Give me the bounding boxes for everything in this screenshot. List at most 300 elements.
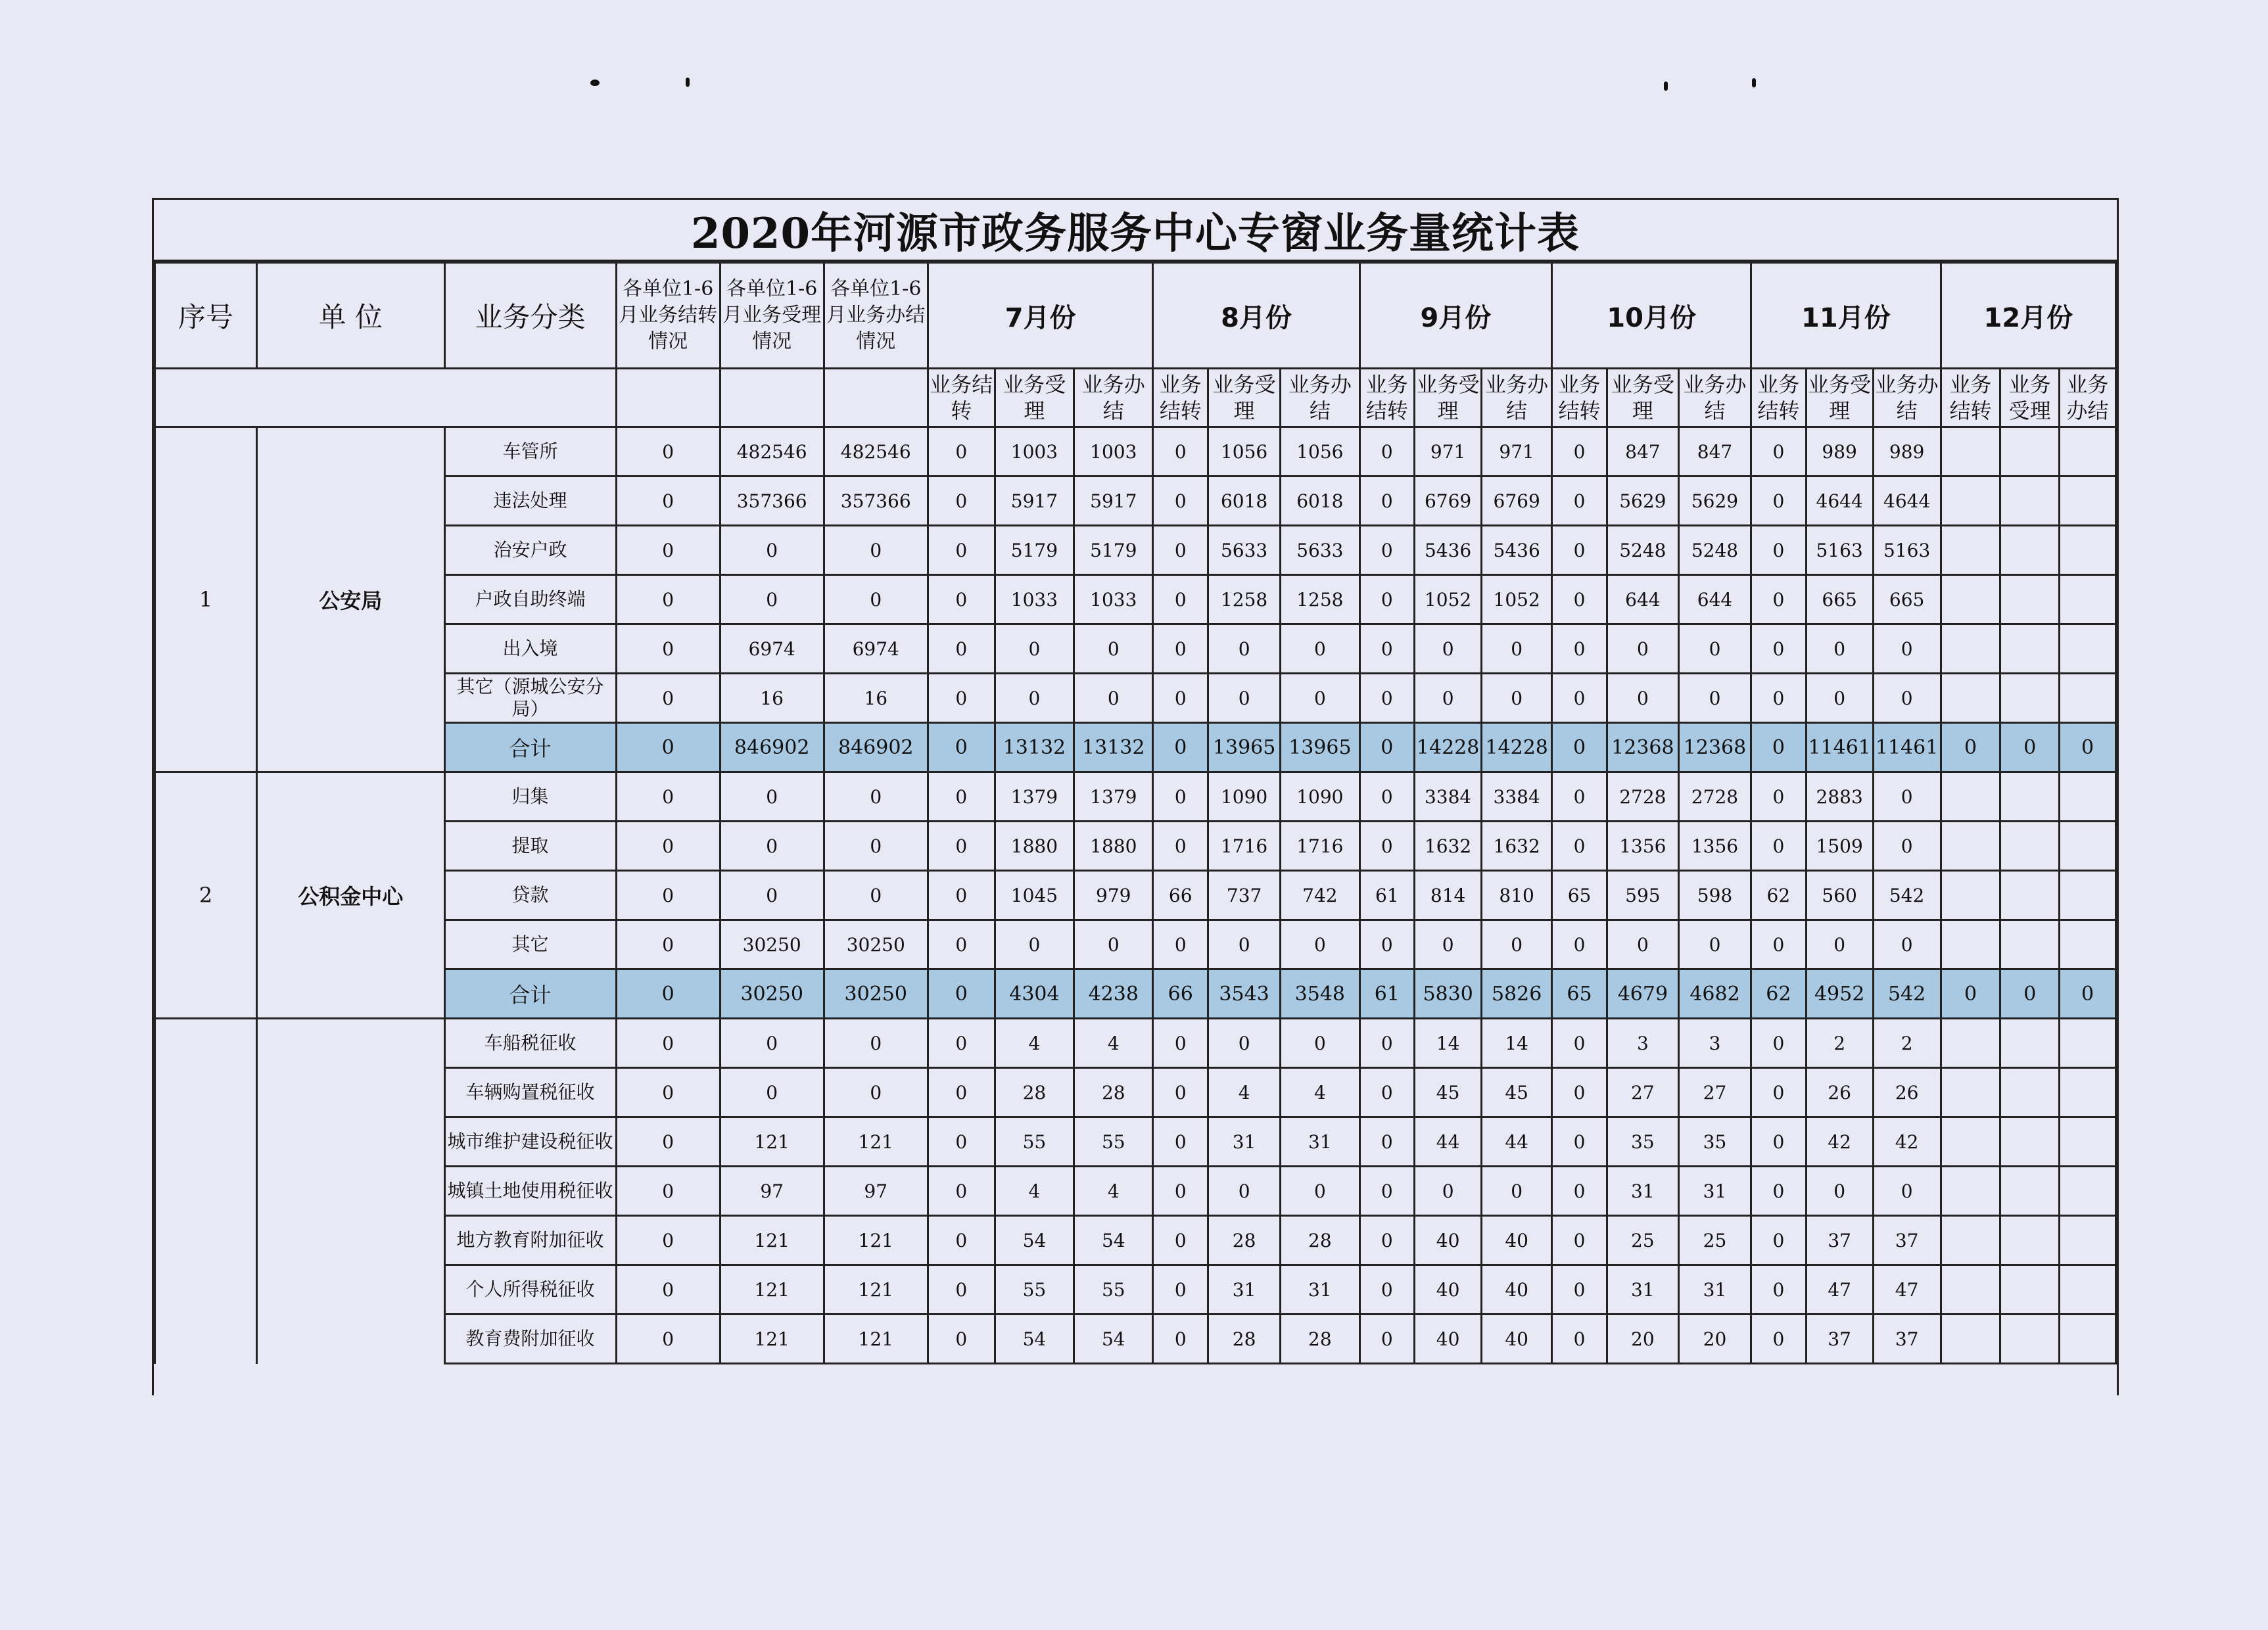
value-cell: 0 xyxy=(824,871,928,920)
value-cell: 14 xyxy=(1415,1019,1482,1068)
value-cell: 4 xyxy=(995,1019,1074,1068)
value-cell: 0 xyxy=(928,1019,995,1068)
value-cell: 0 xyxy=(1153,575,1208,624)
value-cell: 0 xyxy=(1208,920,1281,969)
value-cell: 0 xyxy=(1552,920,1607,969)
subheader-cell: 业务结转 xyxy=(1751,369,1807,427)
table-row xyxy=(155,1117,2116,1167)
total-value-cell: 61 xyxy=(1359,969,1415,1019)
value-cell: 357366 xyxy=(824,477,928,526)
value-cell xyxy=(1941,822,2000,871)
total-value-cell: 0 xyxy=(2060,969,2116,1019)
total-value-cell: 0 xyxy=(2000,723,2060,772)
value-cell: 0 xyxy=(1281,1167,1359,1216)
value-cell: 0 xyxy=(1751,427,1807,477)
value-cell xyxy=(2000,624,2060,674)
value-cell: 1056 xyxy=(1208,427,1281,477)
value-cell: 0 xyxy=(1751,674,1807,723)
total-row xyxy=(155,969,2116,1019)
total-value-cell: 13132 xyxy=(1074,723,1153,772)
value-cell: 0 xyxy=(928,477,995,526)
table-body xyxy=(155,427,2116,1364)
value-cell: 0 xyxy=(1359,1019,1415,1068)
value-cell: 0 xyxy=(1074,624,1153,674)
value-cell: 0 xyxy=(1806,1167,1873,1216)
value-cell: 0 xyxy=(1751,477,1807,526)
value-cell: 482546 xyxy=(824,427,928,477)
value-cell: 5633 xyxy=(1281,526,1359,575)
value-cell: 121 xyxy=(824,1265,928,1315)
value-cell: 1052 xyxy=(1415,575,1482,624)
total-value-cell: 4304 xyxy=(995,969,1074,1019)
value-cell: 0 xyxy=(1552,1167,1607,1216)
value-cell: 28 xyxy=(1208,1216,1281,1265)
value-cell: 979 xyxy=(1074,871,1153,920)
value-cell xyxy=(2000,1117,2060,1167)
value-cell: 0 xyxy=(1552,477,1607,526)
value-cell: 31 xyxy=(1281,1117,1359,1167)
value-cell: 0 xyxy=(1751,1265,1807,1315)
value-cell: 1258 xyxy=(1281,575,1359,624)
value-cell: 3384 xyxy=(1415,772,1482,822)
total-value-cell: 4238 xyxy=(1074,969,1153,1019)
value-cell: 28 xyxy=(1281,1216,1359,1265)
value-cell: 2728 xyxy=(1678,772,1751,822)
value-cell: 42 xyxy=(1806,1117,1873,1167)
table-row xyxy=(155,427,2116,477)
scan-speck xyxy=(686,78,690,87)
value-cell: 61 xyxy=(1359,871,1415,920)
value-cell: 0 xyxy=(1751,526,1807,575)
table-row xyxy=(155,772,2116,822)
total-value-cell: 11461 xyxy=(1873,723,1941,772)
value-cell: 0 xyxy=(1359,772,1415,822)
value-cell: 0 xyxy=(1153,477,1208,526)
total-value-cell: 30250 xyxy=(720,969,824,1019)
value-cell: 66 xyxy=(1153,871,1208,920)
table-row xyxy=(155,1019,2116,1068)
value-cell: 0 xyxy=(616,1068,720,1117)
value-cell xyxy=(2000,871,2060,920)
subheader-cell: 业务受理 xyxy=(995,369,1074,427)
total-value-cell: 0 xyxy=(2000,969,2060,1019)
value-cell: 971 xyxy=(1415,427,1482,477)
total-value-cell: 4679 xyxy=(1607,969,1678,1019)
value-cell: 5436 xyxy=(1415,526,1482,575)
value-cell: 0 xyxy=(1751,1167,1807,1216)
value-cell: 989 xyxy=(1806,427,1873,477)
subheader-cell: 业务结转 xyxy=(928,369,995,427)
value-cell: 0 xyxy=(616,772,720,822)
value-cell: 121 xyxy=(824,1117,928,1167)
value-cell: 4 xyxy=(1074,1167,1153,1216)
group-seq xyxy=(155,1019,257,1364)
value-cell xyxy=(2060,920,2116,969)
group-unit: 公积金中心 xyxy=(257,772,445,1019)
value-cell: 0 xyxy=(1552,1068,1607,1117)
value-cell: 1356 xyxy=(1607,822,1678,871)
value-cell: 40 xyxy=(1415,1315,1482,1364)
value-cell xyxy=(2000,575,2060,624)
value-cell: 1090 xyxy=(1281,772,1359,822)
value-cell: 0 xyxy=(1153,1117,1208,1167)
table-row xyxy=(155,575,2116,624)
value-cell: 0 xyxy=(1552,1216,1607,1265)
value-cell: 0 xyxy=(1751,772,1807,822)
value-cell: 5248 xyxy=(1607,526,1678,575)
value-cell: 0 xyxy=(1415,674,1482,723)
value-cell: 44 xyxy=(1415,1117,1482,1167)
value-cell: 5436 xyxy=(1482,526,1552,575)
value-cell: 54 xyxy=(1074,1216,1153,1265)
value-cell xyxy=(2060,526,2116,575)
value-cell: 35 xyxy=(1607,1117,1678,1167)
value-cell: 0 xyxy=(1806,674,1873,723)
table-row xyxy=(155,1265,2116,1315)
value-cell: 0 xyxy=(824,526,928,575)
value-cell: 0 xyxy=(616,1019,720,1068)
value-cell: 0 xyxy=(616,1117,720,1167)
value-cell: 0 xyxy=(1552,822,1607,871)
value-cell: 0 xyxy=(1208,1019,1281,1068)
value-cell: 121 xyxy=(824,1216,928,1265)
value-cell xyxy=(1941,1019,2000,1068)
value-cell: 121 xyxy=(824,1315,928,1364)
value-cell: 0 xyxy=(1359,575,1415,624)
value-cell: 2883 xyxy=(1806,772,1873,822)
value-cell: 3 xyxy=(1607,1019,1678,1068)
value-cell: 28 xyxy=(1074,1068,1153,1117)
value-cell xyxy=(2000,772,2060,822)
category-cell: 提取 xyxy=(444,822,616,871)
category-cell: 其它（源城公安分局） xyxy=(444,674,616,723)
value-cell: 42 xyxy=(1873,1117,1941,1167)
value-cell: 1880 xyxy=(995,822,1074,871)
value-cell: 0 xyxy=(995,920,1074,969)
value-cell: 0 xyxy=(616,477,720,526)
group-seq: 2 xyxy=(155,772,257,1019)
value-cell: 0 xyxy=(928,575,995,624)
value-cell: 0 xyxy=(1873,624,1941,674)
value-cell: 0 xyxy=(1751,624,1807,674)
value-cell: 0 xyxy=(928,1167,995,1216)
value-cell: 1052 xyxy=(1482,575,1552,624)
value-cell xyxy=(1941,624,2000,674)
value-cell: 0 xyxy=(1607,624,1678,674)
value-cell: 31 xyxy=(1607,1167,1678,1216)
value-cell: 5179 xyxy=(995,526,1074,575)
value-cell: 0 xyxy=(1153,1019,1208,1068)
value-cell xyxy=(1941,575,2000,624)
value-cell: 6018 xyxy=(1208,477,1281,526)
value-cell: 1716 xyxy=(1208,822,1281,871)
value-cell: 0 xyxy=(1751,822,1807,871)
value-cell: 0 xyxy=(1359,427,1415,477)
header-blank xyxy=(616,369,720,427)
value-cell: 30250 xyxy=(824,920,928,969)
value-cell: 2 xyxy=(1806,1019,1873,1068)
value-cell: 5629 xyxy=(1607,477,1678,526)
value-cell: 31 xyxy=(1208,1117,1281,1167)
value-cell: 0 xyxy=(616,822,720,871)
value-cell: 737 xyxy=(1208,871,1281,920)
total-value-cell: 0 xyxy=(1153,723,1208,772)
value-cell: 560 xyxy=(1806,871,1873,920)
value-cell: 0 xyxy=(1208,1167,1281,1216)
total-value-cell: 0 xyxy=(1552,723,1607,772)
value-cell: 357366 xyxy=(720,477,824,526)
value-cell: 1632 xyxy=(1482,822,1552,871)
value-cell: 20 xyxy=(1607,1315,1678,1364)
header-month: 8月份 xyxy=(1153,263,1359,369)
value-cell: 0 xyxy=(928,920,995,969)
value-cell xyxy=(2060,1068,2116,1117)
value-cell: 0 xyxy=(1482,1167,1552,1216)
value-cell: 97 xyxy=(824,1167,928,1216)
subheader-cell: 业务办结 xyxy=(1482,369,1552,427)
statistics-table xyxy=(154,262,2117,1364)
value-cell: 35 xyxy=(1678,1117,1751,1167)
value-cell: 0 xyxy=(1607,674,1678,723)
header-month: 7月份 xyxy=(928,263,1153,369)
total-value-cell: 30250 xyxy=(824,969,928,1019)
value-cell xyxy=(2000,674,2060,723)
value-cell: 1716 xyxy=(1281,822,1359,871)
value-cell: 31 xyxy=(1281,1265,1359,1315)
total-value-cell: 3543 xyxy=(1208,969,1281,1019)
category-cell: 车管所 xyxy=(444,427,616,477)
category-cell: 车船税征收 xyxy=(444,1019,616,1068)
value-cell xyxy=(2000,477,2060,526)
subheader-cell: 业务受理 xyxy=(1806,369,1873,427)
value-cell: 0 xyxy=(928,1216,995,1265)
value-cell: 0 xyxy=(1552,674,1607,723)
value-cell xyxy=(2060,772,2116,822)
value-cell: 0 xyxy=(616,427,720,477)
value-cell: 2 xyxy=(1873,1019,1941,1068)
table-row xyxy=(155,871,2116,920)
value-cell: 0 xyxy=(1751,1216,1807,1265)
category-cell: 车辆购置税征收 xyxy=(444,1068,616,1117)
value-cell: 14 xyxy=(1482,1019,1552,1068)
value-cell: 0 xyxy=(928,624,995,674)
value-cell: 0 xyxy=(824,1019,928,1068)
header-month: 11月份 xyxy=(1751,263,1941,369)
value-cell: 2728 xyxy=(1607,772,1678,822)
value-cell: 0 xyxy=(1359,1068,1415,1117)
value-cell: 0 xyxy=(1415,920,1482,969)
total-value-cell: 0 xyxy=(1941,969,2000,1019)
value-cell: 6974 xyxy=(824,624,928,674)
value-cell: 0 xyxy=(1552,624,1607,674)
value-cell: 0 xyxy=(1552,526,1607,575)
value-cell: 0 xyxy=(616,1315,720,1364)
value-cell: 0 xyxy=(1359,1167,1415,1216)
header-month: 10月份 xyxy=(1552,263,1751,369)
scan-speck xyxy=(590,80,600,86)
value-cell: 1003 xyxy=(995,427,1074,477)
value-cell: 665 xyxy=(1806,575,1873,624)
value-cell xyxy=(2000,526,2060,575)
value-cell: 37 xyxy=(1873,1216,1941,1265)
total-value-cell: 65 xyxy=(1552,969,1607,1019)
total-value-cell: 0 xyxy=(1751,723,1807,772)
value-cell: 0 xyxy=(1359,624,1415,674)
header-h1-carry: 各单位1-6月业务结转情况 xyxy=(616,263,720,369)
value-cell: 121 xyxy=(720,1315,824,1364)
header-blank xyxy=(824,369,928,427)
value-cell xyxy=(2000,1265,2060,1315)
value-cell: 0 xyxy=(928,526,995,575)
value-cell xyxy=(1941,1265,2000,1315)
value-cell: 0 xyxy=(1359,674,1415,723)
value-cell xyxy=(2060,1265,2116,1315)
value-cell: 0 xyxy=(1153,526,1208,575)
value-cell: 0 xyxy=(1359,1117,1415,1167)
value-cell: 0 xyxy=(616,1167,720,1216)
header-month: 12月份 xyxy=(1941,263,2115,369)
total-value-cell: 5830 xyxy=(1415,969,1482,1019)
value-cell: 0 xyxy=(824,1068,928,1117)
value-cell: 25 xyxy=(1678,1216,1751,1265)
subheader-cell: 业务办结 xyxy=(1074,369,1153,427)
value-cell: 0 xyxy=(1552,1315,1607,1364)
total-value-cell: 11461 xyxy=(1806,723,1873,772)
table-row xyxy=(155,1315,2116,1364)
value-cell xyxy=(1941,1315,2000,1364)
value-cell: 0 xyxy=(1281,674,1359,723)
value-cell: 0 xyxy=(928,822,995,871)
value-cell: 40 xyxy=(1482,1315,1552,1364)
value-cell: 0 xyxy=(616,674,720,723)
value-cell: 0 xyxy=(1208,674,1281,723)
value-cell: 1356 xyxy=(1678,822,1751,871)
value-cell xyxy=(2060,1117,2116,1167)
header-month: 9月份 xyxy=(1359,263,1552,369)
value-cell: 0 xyxy=(1806,624,1873,674)
value-cell: 0 xyxy=(1153,822,1208,871)
value-cell: 644 xyxy=(1678,575,1751,624)
value-cell xyxy=(2060,1216,2116,1265)
value-cell: 0 xyxy=(1482,624,1552,674)
value-cell: 0 xyxy=(1552,1019,1607,1068)
total-value-cell: 12368 xyxy=(1678,723,1751,772)
value-cell: 0 xyxy=(1359,920,1415,969)
value-cell xyxy=(1941,772,2000,822)
value-cell: 0 xyxy=(720,871,824,920)
table-row xyxy=(155,1216,2116,1265)
value-cell: 47 xyxy=(1873,1265,1941,1315)
value-cell: 55 xyxy=(1074,1265,1153,1315)
value-cell: 0 xyxy=(1751,1117,1807,1167)
value-cell: 0 xyxy=(720,1019,824,1068)
value-cell: 4644 xyxy=(1873,477,1941,526)
subheader-cell: 业务结转 xyxy=(1941,369,2000,427)
value-cell: 0 xyxy=(1359,1265,1415,1315)
value-cell: 0 xyxy=(1751,1068,1807,1117)
value-cell: 665 xyxy=(1873,575,1941,624)
value-cell xyxy=(1941,1068,2000,1117)
total-value-cell: 0 xyxy=(2060,723,2116,772)
total-value-cell: 13132 xyxy=(995,723,1074,772)
value-cell: 595 xyxy=(1607,871,1678,920)
value-cell: 4 xyxy=(995,1167,1074,1216)
value-cell xyxy=(2000,1216,2060,1265)
value-cell: 0 xyxy=(1552,1117,1607,1167)
total-value-cell: 12368 xyxy=(1607,723,1678,772)
header-row-2 xyxy=(155,369,2116,427)
category-cell: 出入境 xyxy=(444,624,616,674)
total-value-cell: 5826 xyxy=(1482,969,1552,1019)
value-cell: 3384 xyxy=(1482,772,1552,822)
value-cell: 5633 xyxy=(1208,526,1281,575)
value-cell: 16 xyxy=(720,674,824,723)
header-category: 业务分类 xyxy=(444,263,616,369)
value-cell: 0 xyxy=(1751,1019,1807,1068)
value-cell: 0 xyxy=(1153,1216,1208,1265)
value-cell xyxy=(2060,871,2116,920)
category-cell: 治安户政 xyxy=(444,526,616,575)
subheader-cell: 业务受理 xyxy=(1208,369,1281,427)
header-unit: 单 位 xyxy=(257,263,445,369)
value-cell: 0 xyxy=(824,772,928,822)
value-cell: 0 xyxy=(824,822,928,871)
value-cell xyxy=(2000,920,2060,969)
value-cell xyxy=(2000,1315,2060,1364)
subheader-cell: 业务办结 xyxy=(1281,369,1359,427)
value-cell: 0 xyxy=(1153,674,1208,723)
value-cell: 0 xyxy=(1678,624,1751,674)
value-cell: 0 xyxy=(1873,822,1941,871)
total-value-cell: 14228 xyxy=(1482,723,1552,772)
value-cell: 0 xyxy=(928,427,995,477)
value-cell: 814 xyxy=(1415,871,1482,920)
subheader-cell: 业务办结 xyxy=(2060,369,2116,427)
value-cell xyxy=(2000,822,2060,871)
value-cell: 0 xyxy=(1153,920,1208,969)
category-cell: 地方教育附加征收 xyxy=(444,1216,616,1265)
value-cell xyxy=(2060,822,2116,871)
value-cell xyxy=(1941,871,2000,920)
table-row xyxy=(155,1068,2116,1117)
total-value-cell: 66 xyxy=(1153,969,1208,1019)
total-value-cell: 4952 xyxy=(1806,969,1873,1019)
table-row xyxy=(155,674,2116,723)
total-value-cell: 846902 xyxy=(824,723,928,772)
value-cell: 5248 xyxy=(1678,526,1751,575)
total-value-cell: 0 xyxy=(928,723,995,772)
total-value-cell: 542 xyxy=(1873,969,1941,1019)
value-cell: 0 xyxy=(1607,920,1678,969)
value-cell: 4 xyxy=(1208,1068,1281,1117)
value-cell: 0 xyxy=(616,575,720,624)
value-cell: 0 xyxy=(616,624,720,674)
value-cell: 0 xyxy=(1074,674,1153,723)
group-seq: 1 xyxy=(155,427,257,772)
category-cell: 个人所得税征收 xyxy=(444,1265,616,1315)
value-cell: 121 xyxy=(720,1117,824,1167)
value-cell: 0 xyxy=(1751,1315,1807,1364)
value-cell: 1090 xyxy=(1208,772,1281,822)
category-cell: 教育费附加征收 xyxy=(444,1315,616,1364)
value-cell: 0 xyxy=(1153,624,1208,674)
value-cell: 0 xyxy=(1153,1265,1208,1315)
value-cell: 1258 xyxy=(1208,575,1281,624)
value-cell xyxy=(1941,1167,2000,1216)
value-cell xyxy=(1941,477,2000,526)
subheader-cell: 业务结转 xyxy=(1552,369,1607,427)
value-cell: 0 xyxy=(616,1216,720,1265)
